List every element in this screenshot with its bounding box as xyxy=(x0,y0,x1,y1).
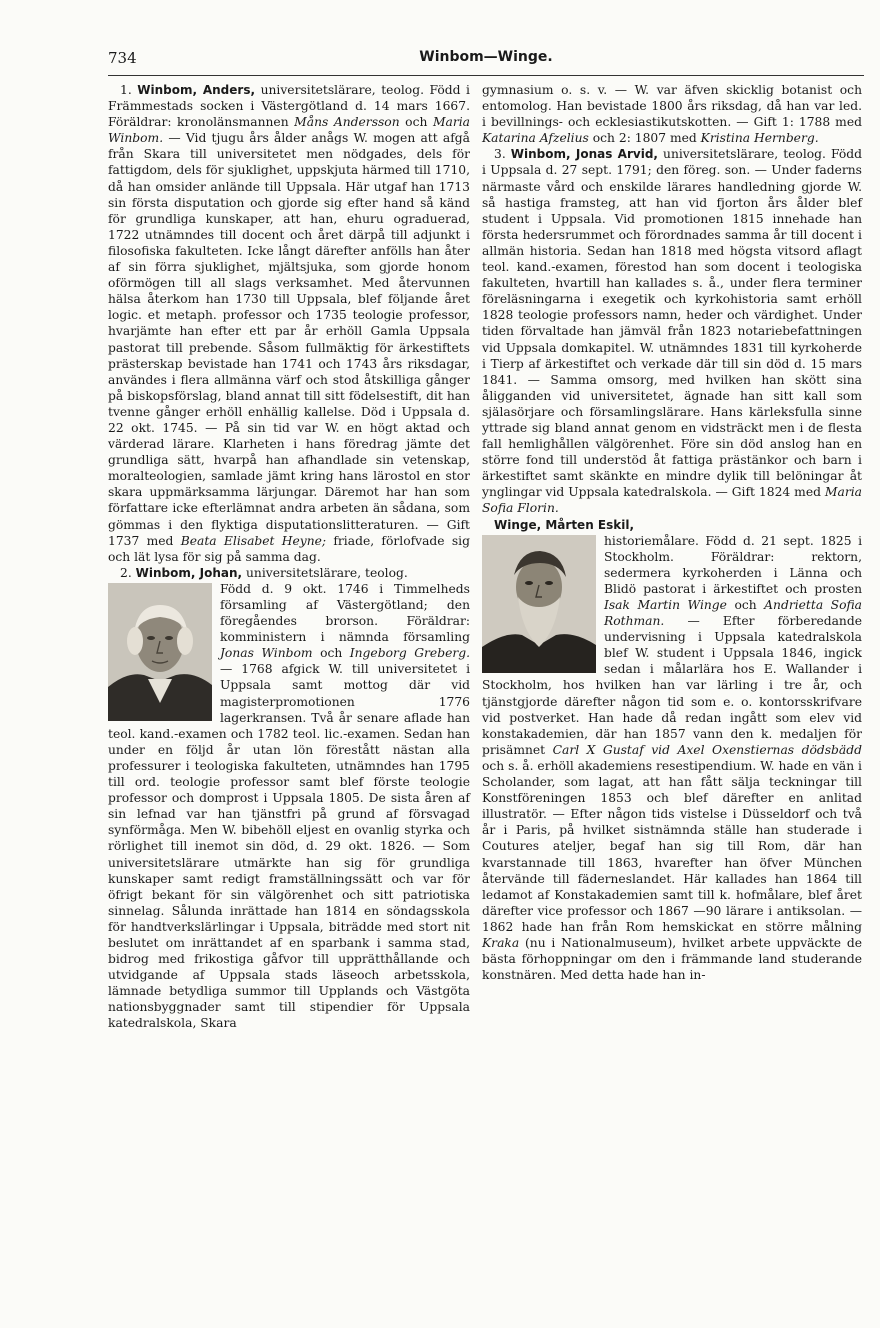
entry-headword: Winbom, Anders, xyxy=(137,83,256,97)
portrait-photo xyxy=(482,535,596,673)
entry-text: universitetslärare, teolog. xyxy=(242,565,408,580)
person-name: Jonas Winbom xyxy=(220,646,313,661)
artwork-title: Kraka xyxy=(482,935,520,950)
person-name: Maria Sofia Florin. xyxy=(482,485,862,516)
person-name: Maria Winbom. xyxy=(108,115,471,146)
entry-text: Född d. 9 okt. 1746 i Timmelheds församling af Västergötland; den föregåendes brorson. Föräldrar: komministern i nämnda församling xyxy=(220,581,470,645)
right-column xyxy=(482,82,862,983)
person-name: Andrietta Sofia Rothman. xyxy=(604,598,863,629)
person-name: Måns Andersson xyxy=(294,115,400,130)
entry-headword: Winbom, Johan, xyxy=(135,565,243,580)
person-name: Ingeborg Greberg. xyxy=(349,646,471,661)
person-name: Beata Elisabet Heyne; xyxy=(180,533,327,548)
page-number: 734 xyxy=(108,49,137,67)
person-name: Katarina Afzelius xyxy=(482,131,589,146)
entry-text: och xyxy=(726,598,765,612)
entry-number: 1. xyxy=(120,83,132,97)
entry-text: gymnasium o. s. v. — W. var äfven skicklig botanist och entomolog. Han bevistade 1800 års riksdag, då han var led. i bevillnings- och ecklesiastikutskotten. — Gift 1: 1788 med xyxy=(482,83,862,130)
entry-winbom-jonas-arvid xyxy=(482,146,862,516)
entry-winbom-johan xyxy=(108,565,470,581)
entry-text: — Vid tjugu års ålder anågs W. mogen att afgå från Skara till universitetet men nödgades, dels för fattigdom, dels för sjuklighet, uppskjuta härmed till 1710, då han omsider anlände till Uppsala. Här utgaf han 1713 sin första disputation och gjorde sig efter hand så känd för grundliga kunskaper, att han, ehuru ograduerad, 1722 utnämndes till docent och året därpå till adjunkt i filosofiska fakulteten. Icke långt därefter anfölls han åter af sin förra sjuklighet, mjältsjuka, som gjorde honom oförmögen till all slags verksamhet. Med återvunnen hälsa återkom han 1730 till Uppsala, blef följande året logic. et metaph. professor och 1735 teologie professor, hvarjämte han efter ett par år erhöll Gamla Uppsala pastorat till prebende. Såsom fullmäktig för ärkestiftets prästerskap bevistade han 1741 och 1743 års riksdagar, användes i flera allmänna värf och stod åtskilliga gånger på biskopsförslag, bland annat till sitt födelsestift, dit han tvenne gånger erhöll enhällig kallelse. Död i Uppsala d. 22 okt. 1745. — På sin tid var W. en högt aktad och värderad lärare. Klarheten i hans föredrag jämte det grundliga sätt, hvarpå han afhandlade sin vetenskap, moralteologien, samlade jämt kring hans lärostol en stor skara uppmärksamma lärjungar. Däremot har han som författare icke efterlämnat andra arbeten än sådana, som gömmas i den flyktiga disputationslitteraturen. — Gift 1737 med xyxy=(108,131,470,548)
portrait-marten-winge xyxy=(482,535,596,673)
entry-winge-marten xyxy=(482,517,862,533)
entry-text: och xyxy=(399,115,433,130)
entry-text: universitetslärare, teolog. Född i Uppsala d. 27 sept. 1791; den föreg. son. — Under faderns närmaste vård och enskilde lärares handledning gjorde W. så hastiga framsteg, att han vid fjorton års ålder blef student i Uppsala. Vid promotionen 1815 innehade han första hedersrummet och förordnades samma år till docent i allmän historia. Sedan han 1818 med högsta vitsord aflagt teol. kand.-examen, förestod han som docent i teologiska fakulteten, hvartill han kallades s. å., under flera terminer föreläsningarna i exegetik och kyrkohistoria samt erhöll 1828 teologie professors namn, heder och värdighet. Under tiden förvaltade han jämväl från 1823 notariebefattningen vid Uppsala domkapitel. W. utnämndes 1831 till kyrkoherde i Tierp af ärkestiftet och verkade där till sin död d. 15 mars 1841. — Samma omsorg, med hvilken han skött sina åligganden vid universitetet, ägnade han sitt kall som själasörjare och församlingslärare. Hans kärleksfulla sinne yttrade sig bland annat genom en vidsträckt men i de flesta fall hemlighållen välgörenhet. Före sin död anslog han en större fond till understöd åt fattiga prästänkor och barn i ärkestiftet samt skänkte en mindre dylik till belöningar åt ynglingar vid Uppsala katedralskola. — Gift 1824 med xyxy=(482,147,862,500)
entry-text: — 1768 afgick W. till universitetet i Uppsala samt mottog där vid magisterpromotionen 1776 lagerkransen. Två år senare aflade han teol. kand.-examen och 1782 teol. lic.-examen. Sedan han under en följd år utan lön förestått nästan alla professurer i teologiska fakulteten, utnämndes han 1795 till ord. teologie professor samt blef förste teologie professor och domprost i Uppsala 1805. De sista åren af sin lefnad var han tjänstfri på grund af försvagad synförmåga. Men W. bibehöll eljest en ovanlig styrka och rörlighet till inemot sin död, d. 29 okt. 1826. — Som universitetslärare utmärkte han sig för grundliga kunskaper samt redigt framställningssätt och var för öfrigt bekant för sin välgörenhet och sitt patriotiska sinnelag. Sålunda inrättade han 1814 en söndagsskola för handtverkslärlingar i Uppsala, biträdde med stort nit beslutet om inrättandet af en sparbank i samma stad, bidrog med frikostiga gåfvor till upprätthållande och utvidgande af Uppsala stads läseoch arbetsskola, lämnade betydliga summor till Upplands och Västgöta nationsbyggnader samt till stipendier för Uppsala katedralskola, Skara xyxy=(108,662,470,1031)
entry-text: — Efter förberedande undervisning i Uppsala katedralskola blef W. student i Uppsala 1846, ingick sedan i målarlära hos E. Wallander i Stockholm, hos hvilken han var lärling i tre år, och tjänstgjorde därefter någon tid som e. o. kontorsskrifvare vid postverket. Han hade då redan ingått som elev vid konstakademien, där han 1857 vann den k. medaljen för prisämnet xyxy=(482,614,862,757)
page-header xyxy=(108,49,864,73)
entry-text: och xyxy=(312,646,350,661)
entry-number: 3. xyxy=(494,147,506,162)
entry-winbom-anders xyxy=(108,82,470,565)
entry-winbom-johan-end xyxy=(482,82,862,146)
entry-text: (nu i Nationalmuseum), hvilket arbete uppväckte de bästa förhoppningar om den i främmande land studerande konstnären. Med detta hade han in- xyxy=(482,935,862,983)
header-rule xyxy=(108,75,864,76)
entry-text: historiemålare. Född d. 21 sept. 1825 i Stockholm. Föräldrar: rektorn, sedermera kyrkoherden i Länna och Blidö pastorat i ärkestiftet och prosten xyxy=(604,533,862,596)
entry-headword: Winbom, Jonas Arvid, xyxy=(510,147,658,162)
entry-headword: Winge, Mårten Eskil, xyxy=(494,517,635,532)
running-head: Winbom—Winge. xyxy=(419,49,553,65)
artwork-title: Carl X Gustaf vid Axel Oxenstiernas dödsbädd xyxy=(552,742,862,757)
portrait-johan-winbom xyxy=(108,583,212,721)
entry-number: 2. xyxy=(120,565,132,580)
entry-text: och s. å. erhöll akademiens resestipendium. W. hade en vän i Scholander, som lagat, att han fått sälja teckningar till Konstföreningen 1853 och blef därefter en anlitad illustratör. — Efter någon tids vistelse i Düsseldorf och två år i Paris, på hvilket sistnämnda ställe han studerade i Coutures ateljer, begaf han sig till Rom, där han kvarstannade till 1863, hvarefter han öfver München återvände till fäderneslandet. Här kallades han 1864 till ledamot af Konstakademien samt till k. hofmålare, blef året därefter vice professor och 1867 —90 lärare i antiksolan. — 1862 hade han från Rom hemskickat en större målning xyxy=(482,758,862,934)
entry-text: och 2: 1807 med xyxy=(588,131,701,146)
person-name: Kristina Hernberg. xyxy=(700,131,819,146)
portrait-engraving xyxy=(108,583,212,721)
entry-text: friade, förlofvade sig och lät lysa för sig på samma dag. xyxy=(108,533,470,564)
left-column xyxy=(108,82,470,1032)
person-name: Isak Martin Winge xyxy=(604,598,727,612)
entry-text: universitetslärare, teolog. Född i Främmestads socken i Västergötland d. 14 mars 1667. Föräldrar: kronolänsmannen xyxy=(108,83,470,130)
